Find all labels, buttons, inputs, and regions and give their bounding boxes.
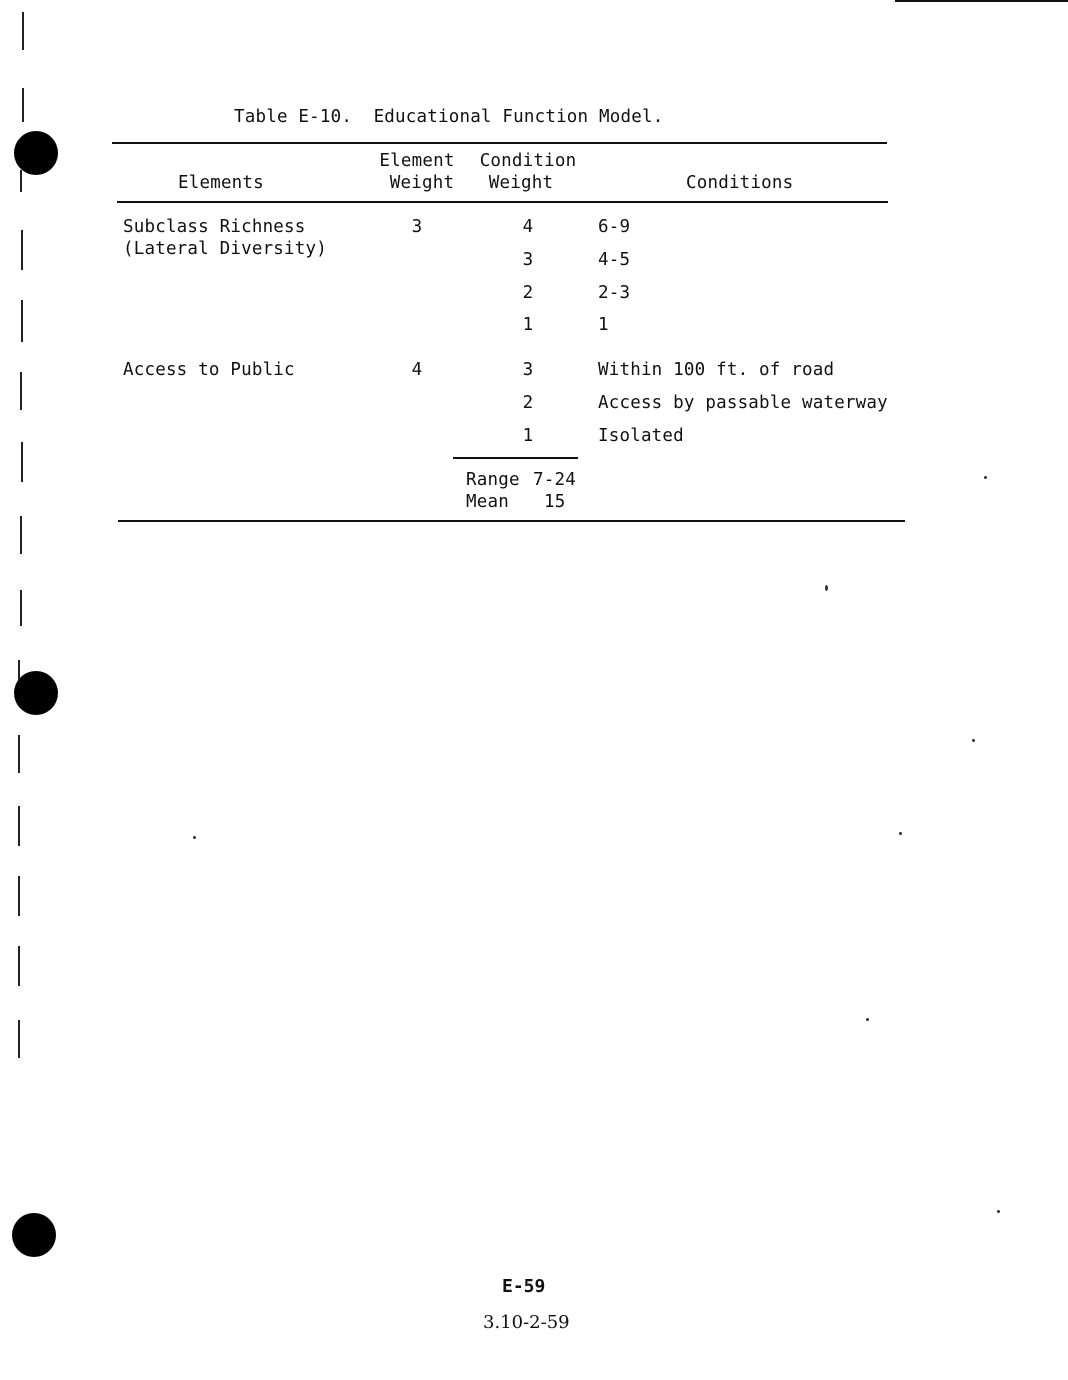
page-label: E-59 <box>502 1276 546 1297</box>
header-condition-weight-line1: Condition <box>479 151 577 171</box>
header-bottom-rule <box>117 201 888 203</box>
condition-text: Isolated <box>598 426 684 446</box>
scan-speck <box>193 836 196 839</box>
edge-mark <box>21 230 23 270</box>
element-name-continued: (Lateral Diversity) <box>123 239 327 259</box>
element-weight: 4 <box>411 360 423 380</box>
edge-mark <box>20 516 22 554</box>
scan-speck <box>825 585 828 591</box>
edge-mark <box>20 170 22 192</box>
condition-text: 6-9 <box>598 217 631 237</box>
edge-mark <box>21 300 23 342</box>
condition-weight: 1 <box>522 315 534 335</box>
mean-value: 15 <box>544 492 566 512</box>
header-conditions: Conditions <box>686 173 794 193</box>
table-top-rule <box>112 142 887 144</box>
element-name: Subclass Richness <box>123 217 306 237</box>
condition-text: 4-5 <box>598 250 631 270</box>
header-element-weight-line2: Weight <box>389 173 455 193</box>
condition-text: Within 100 ft. of road <box>598 360 835 380</box>
condition-weight: 4 <box>522 217 534 237</box>
header-element-weight-line1: Element <box>379 151 455 171</box>
edge-mark <box>20 372 22 410</box>
edge-mark <box>18 946 20 986</box>
scan-edge-line <box>895 0 1068 2</box>
condition-text: 1 <box>598 315 609 335</box>
edge-mark <box>22 12 24 50</box>
scan-speck <box>997 1210 1000 1213</box>
scan-speck <box>972 739 975 742</box>
edge-mark <box>18 735 20 773</box>
range-label: Range <box>466 470 520 490</box>
scan-speck <box>866 1018 869 1021</box>
edge-mark <box>18 876 20 916</box>
condition-weight: 2 <box>522 393 534 413</box>
edge-mark <box>21 442 23 482</box>
binder-hole-top <box>14 131 58 175</box>
condition-weight: 3 <box>522 250 534 270</box>
binder-hole-bottom <box>12 1213 56 1257</box>
edge-mark <box>20 590 22 626</box>
range-value: 7-24 <box>533 470 576 490</box>
element-name: Access to Public <box>123 360 295 380</box>
header-condition-weight-line2: Weight <box>488 173 554 193</box>
scan-speck <box>899 832 902 835</box>
edge-mark <box>18 806 20 846</box>
condition-text: Access by passable waterway <box>598 393 888 413</box>
binder-hole-middle <box>14 671 58 715</box>
table-bottom-rule <box>118 520 905 522</box>
condition-text: 2-3 <box>598 283 631 303</box>
table-caption: Table E-10. Educational Function Model. <box>234 107 664 127</box>
condition-weight: 3 <box>522 360 534 380</box>
edge-mark <box>22 88 24 122</box>
edge-mark <box>18 660 20 680</box>
condition-weight: 2 <box>522 283 534 303</box>
mean-label: Mean <box>466 492 509 512</box>
section-number: 3.10-2-59 <box>483 1312 570 1333</box>
edge-mark <box>18 1020 20 1058</box>
scan-speck <box>984 476 987 479</box>
summary-rule <box>453 457 578 459</box>
header-elements: Elements <box>178 173 264 193</box>
element-weight: 3 <box>411 217 423 237</box>
condition-weight: 1 <box>522 426 534 446</box>
